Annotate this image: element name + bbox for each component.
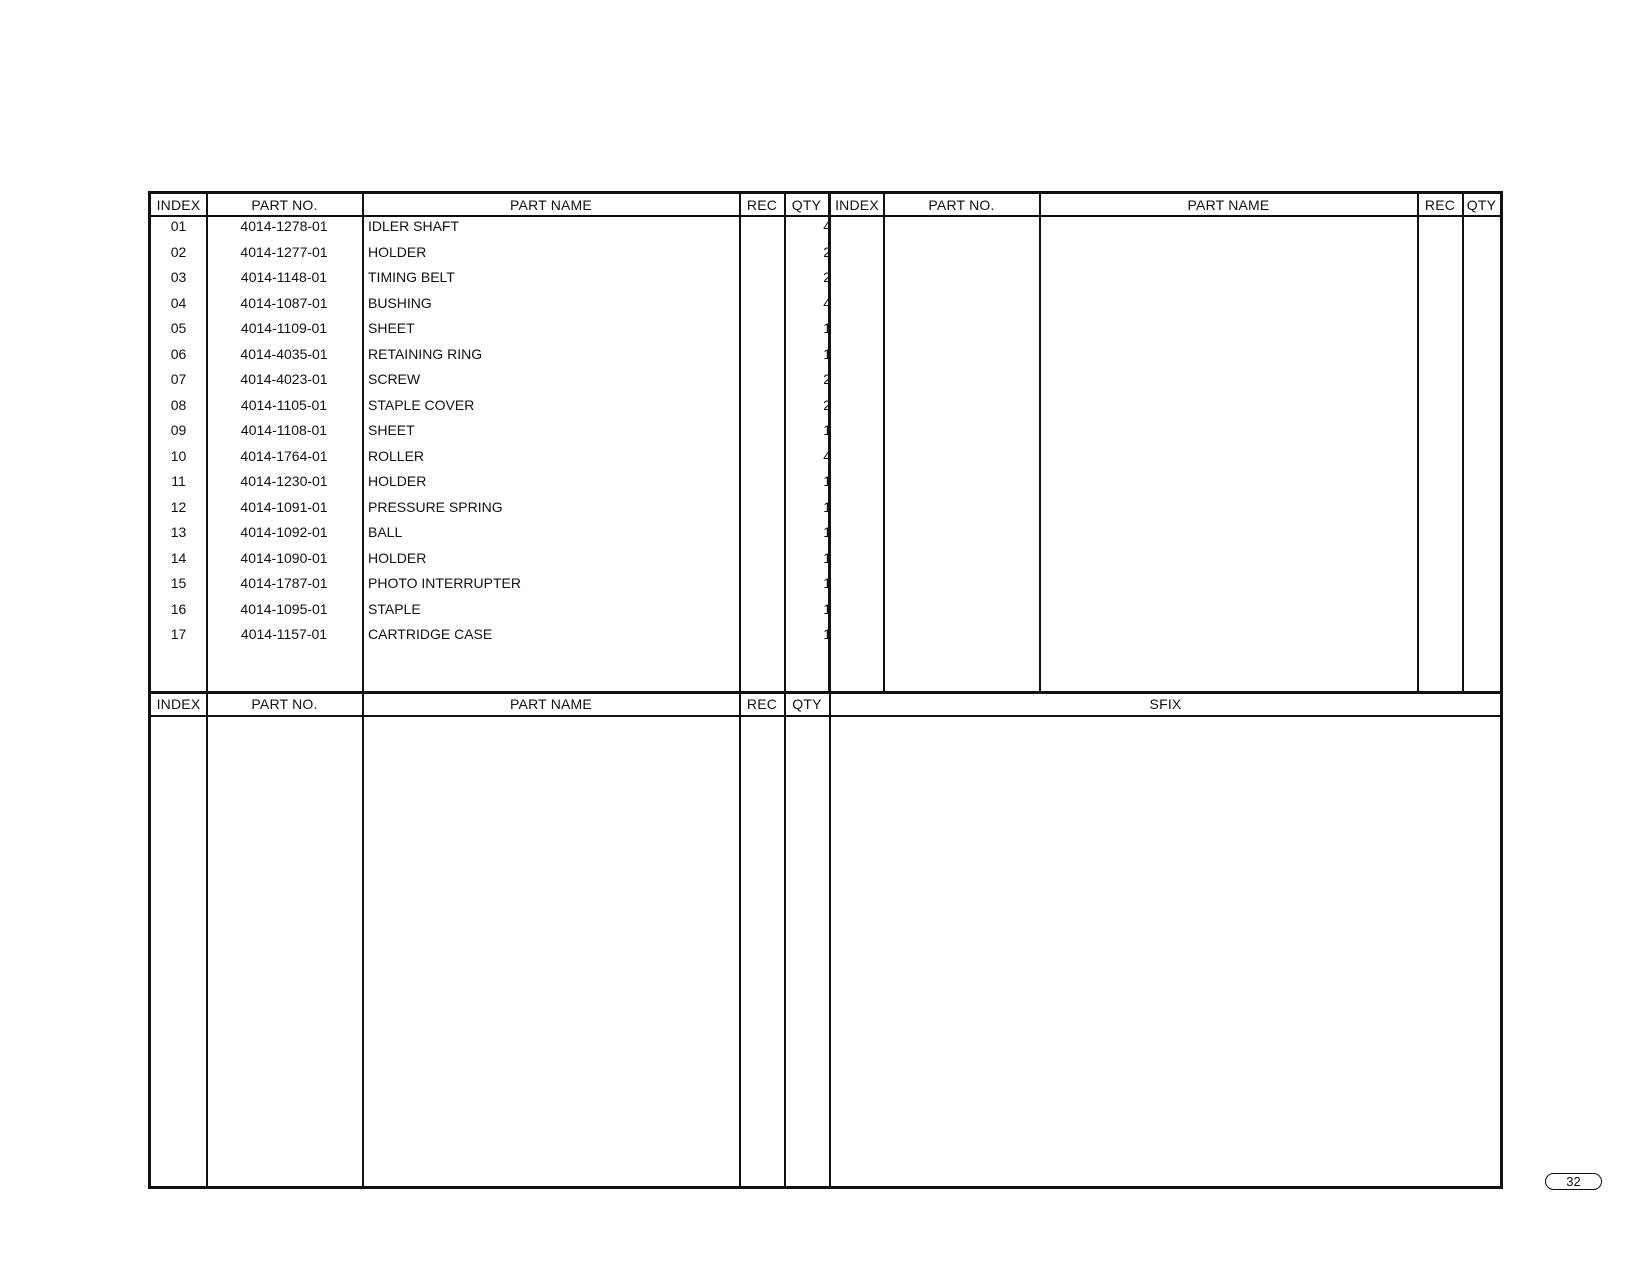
col-header-index-right: INDEX [835,197,879,213]
page-number-badge: 32 [1545,1173,1602,1190]
row-qty: 2 [823,371,831,387]
row-part-no: 4014-1278-01 [240,218,328,234]
vline [739,694,741,1186]
row-qty: 4 [823,218,831,234]
row-qty: 4 [823,447,831,464]
row-qty: 1 [823,345,831,362]
row-index: 08 [170,396,187,413]
table-row [151,497,831,522]
row-part-name: PHOTO INTERRUPTER [368,575,521,591]
vline [883,194,885,691]
table-row [151,318,831,343]
row-part-name: HOLDER [368,549,427,566]
row-index: 01 [170,218,187,234]
row-index: 05 [170,320,187,336]
row-index: 10 [170,447,187,464]
vline [206,694,208,1186]
row-index: 07 [170,371,187,387]
row-index: 13 [170,524,187,540]
row-part-name: ROLLER [368,447,425,464]
table-row [151,599,831,624]
row-part-no: 4014-1157-01 [240,626,328,642]
row-qty: 1 [823,575,831,591]
col-header-part-no-right: PART NO. [928,197,995,213]
row-index: 03 [170,269,187,285]
row-part-name: CARTRIDGE CASE [368,626,493,642]
row-index: 12 [170,498,187,515]
row-qty: 1 [823,626,831,642]
col-header-rec: REC [746,197,778,213]
table-row [151,293,831,318]
col-header-index: INDEX [156,197,201,213]
col-header-qty: QTY [791,197,822,213]
vline [784,694,786,1186]
row-part-no: 4014-1091-01 [240,498,328,515]
row-part-name: PRESSURE SPRING [368,498,503,515]
vline [1417,194,1419,691]
row-qty: 1 [823,320,831,336]
row-part-name: BALL [368,524,403,540]
row-index: 17 [170,626,187,642]
row-part-name: STAPLE [368,600,421,617]
row-index: 06 [170,345,187,362]
row-part-name: IDLER SHAFT [368,218,460,234]
row-part-name: SHEET [368,320,415,336]
row-part-name: TIMING BELT [368,269,455,285]
row-part-no: 4014-4035-01 [240,345,328,362]
row-part-no: 4014-1092-01 [240,524,328,540]
row-part-no: 4014-1087-01 [240,294,328,311]
row-part-no: 4014-4023-01 [240,371,328,387]
row-part-name: RETAINING RING [368,345,483,362]
vline [1462,194,1464,691]
col-header-part-no-bottom: PART NO. [251,696,318,712]
row-part-no: 4014-1148-01 [240,269,328,285]
row-index: 16 [170,600,187,617]
vline [362,694,364,1186]
row-qty: 1 [823,524,831,540]
row-qty: 2 [823,269,831,285]
row-qty: 1 [823,473,831,489]
table-row [151,573,831,598]
row-part-name: SHEET [368,422,415,438]
table-row [151,420,831,445]
row-index: 11 [171,473,186,489]
row-index: 04 [170,294,187,311]
row-part-name: BUSHING [368,294,432,311]
table-row [151,344,831,369]
row-part-no: 4014-1090-01 [240,549,328,566]
vline [1039,194,1041,691]
row-index: 14 [170,549,187,566]
row-qty: 1 [823,422,831,438]
table-row [151,446,831,471]
table-row [151,242,831,267]
col-header-rec-right: REC [1424,197,1456,213]
col-header-qty-right: QTY [1466,197,1497,213]
row-part-no: 4014-1108-01 [240,422,328,438]
table-row [151,267,831,292]
bottom-header-underline [151,715,1500,717]
row-part-no: 4014-1764-01 [240,447,328,464]
row-index: 02 [170,243,187,260]
table-row [151,216,831,241]
parts-list-frame [148,191,1503,1189]
col-header-part-name-right: PART NAME [1187,197,1270,213]
row-part-no: 4014-1277-01 [240,243,328,260]
col-header-qty-bottom: QTY [792,696,822,712]
vline [829,694,831,1186]
col-header-part-name-bottom: PART NAME [510,696,592,712]
table-row [151,548,831,573]
row-qty: 1 [823,549,831,566]
row-part-no: 4014-1230-01 [240,473,328,489]
table-row [151,395,831,420]
row-index: 15 [170,575,187,591]
row-part-no: 4014-1105-01 [240,396,328,413]
row-qty: 1 [823,600,831,617]
row-part-name: SCREW [368,371,421,387]
row-part-no: 4014-1109-01 [240,320,328,336]
row-qty: 2 [823,243,831,260]
col-header-rec-bottom: REC [746,696,778,712]
row-part-name: HOLDER [368,473,427,489]
row-part-no: 4014-1095-01 [240,600,328,617]
table-row [151,471,831,496]
table-row [151,369,831,394]
row-part-name: STAPLE COVER [368,396,475,413]
col-header-index-bottom: INDEX [156,696,201,712]
col-header-sfix: SFIX [1149,696,1182,712]
row-qty: 4 [823,294,831,311]
row-index: 09 [170,422,187,438]
table-row [151,624,831,649]
row-part-name: HOLDER [368,243,427,260]
col-header-part-name: PART NAME [510,197,592,213]
row-part-no: 4014-1787-01 [240,575,328,591]
row-qty: 2 [823,396,831,413]
col-header-part-no: PART NO. [251,197,318,213]
row-qty: 1 [823,498,831,515]
table-row [151,522,831,547]
